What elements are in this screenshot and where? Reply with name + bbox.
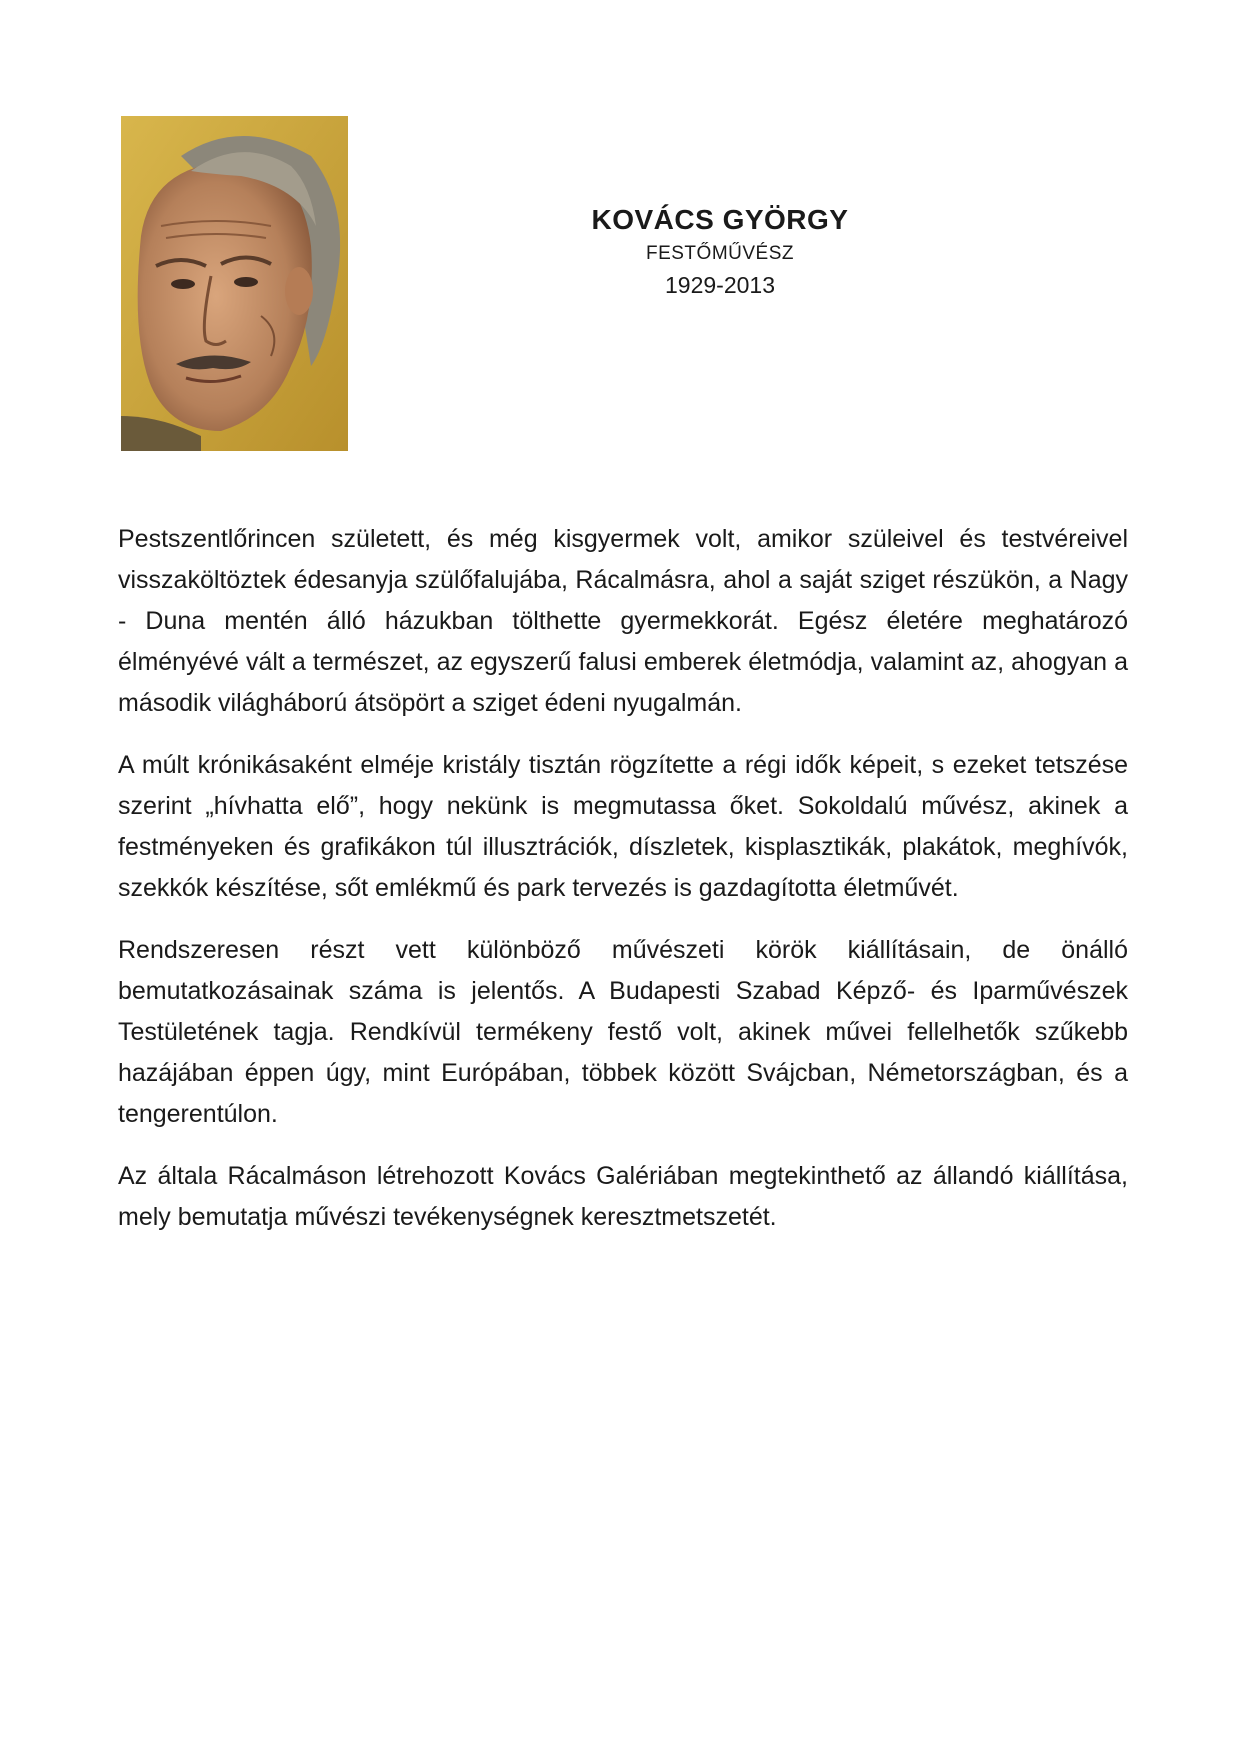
- portrait-illustration: [121, 116, 348, 451]
- life-years: 1929-2013: [665, 272, 775, 298]
- biography-paragraph: Pestszentlőrincen született, és még kisgyermek volt, amikor szüleivel és testvéreivel visszaköltöztek édesanyja szülőfalujába, Rácalmásra, ahol a saját sziget részükön, a Nagy - Duna mentén álló házukban tölthette gyermekkorát. Egész életére meghatározó élményévé vált a természet, az egyszerű falusi emberek életmódja, valamint az, ahogyan a második világháború átsöpört a sziget édeni nyugalmán.: [118, 525, 1128, 717]
- biography-paragraph: Rendszeresen részt vett különböző művészeti körök kiállításain, de önálló bemutatkozásainak száma is jelentős. A Budapesti Szabad Képző- és Iparművészek Testületének tagja. Rendkívül termékeny festő volt, akinek művei fellelhetők szűkebb hazájában éppen úgy, mint Európában, többek között Svájcban, Németországban, és a tengerentúlon.: [118, 936, 1128, 1128]
- biography-paragraph: Az általa Rácalmáson létrehozott Kovács Galériában megtekinthető az állandó kiállítása, mely bemutatja művészi tevékenységnek keresztmetszetét.: [118, 1162, 1128, 1231]
- portrait-photo: [121, 116, 348, 451]
- biography-paragraph: A múlt krónikásaként elméje kristály tisztán rögzítette a régi idők képeit, s ezeket tetszése szerint „hívhatta elő”, hogy nekünk is megmutassa őket. Sokoldalú művész, akinek a festményeken és grafikákon túl illusztrációk, díszletek, kisplasztikák, plakátok, meghívók, szekkók készítése, sőt emlékmű és park tervezés is gazdagította életművét.: [118, 751, 1128, 902]
- profession: FESTŐMŰVÉSZ: [645, 243, 794, 264]
- person-name: KOVÁCS GYÖRGY: [591, 204, 849, 235]
- header: [520, 200, 920, 302]
- biography: [118, 519, 1128, 1259]
